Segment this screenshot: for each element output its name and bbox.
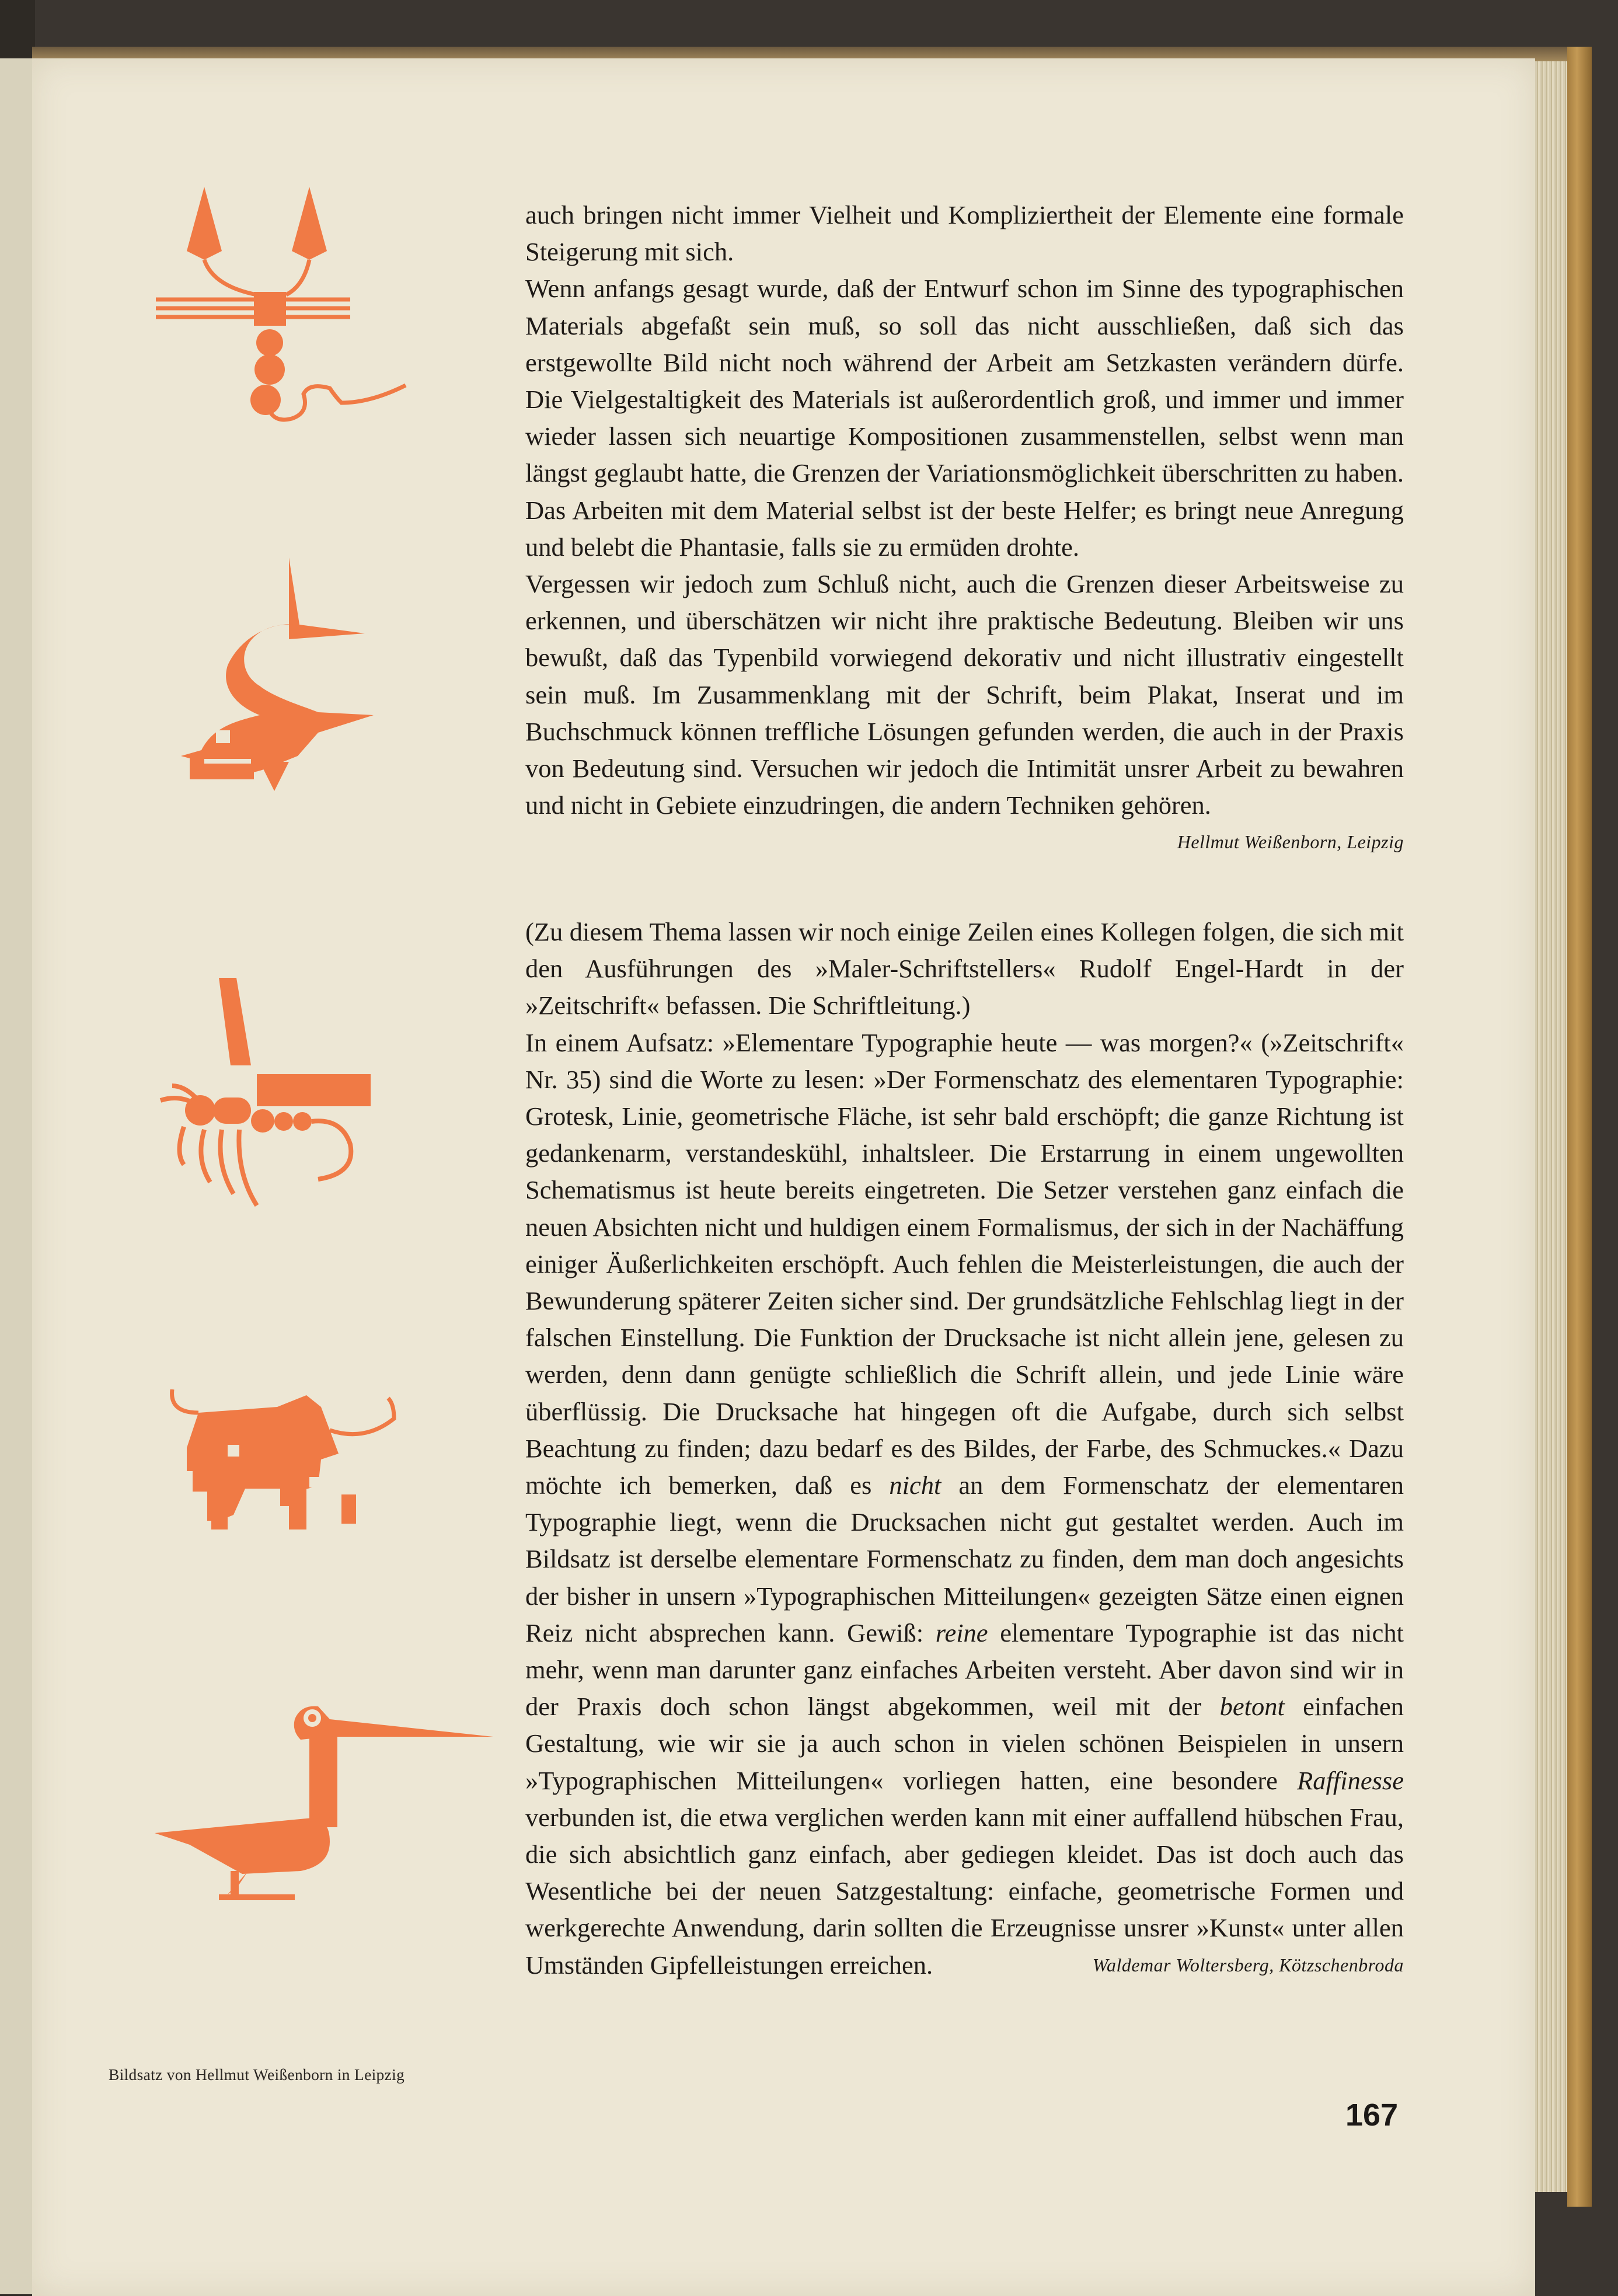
paragraph-text: elementare Typographie ist das nicht mehr, wenn man darunter ganz einfaches Arbeiten versteht. Aber davon sind wir in der Praxis doch schon längst abgekommen, weil mit der [525, 1618, 1404, 1722]
insect-icon [149, 972, 397, 1223]
page-stack-edges [1535, 61, 1567, 2192]
emphasis: betont [1219, 1692, 1285, 1722]
author-signature: Waldemar Woltersberg, Kötzschenbroda [1092, 1954, 1404, 1976]
author-signature: Hellmut Weißenborn, Leipzig [1177, 831, 1404, 853]
paragraph [525, 1025, 1404, 1984]
paragraph-text: einfachen Gestaltung, wie wir sie ja auch schon in vielen schönen Beispielen in unsern »Typographischen Mitteilungen« vorliegen hatten, eine besondere [525, 1692, 1404, 1795]
figure-caption: Bildsatz von Hellmut Weißenborn in Leipzig [109, 2065, 405, 2084]
scorpion-icon [149, 184, 412, 429]
article-woltersberg [525, 914, 1404, 1984]
paragraph-text: Vergessen wir jedoch zum Schluß nicht, auch die Grenzen dieser Arbeitsweise zu erkennen, und überschätzen wir nicht ihre praktische Bedeutung. Bleiben wir uns bewußt, daß das Typenbild vorwiegend dekorativ und nicht illustrativ eingestellt sein muß. Im Zusammenklang mit der Schrift, beim Plakat, Inserat und im Buchschmuck können treffliche Lösungen gefunden werden, die auch in der Praxis von Bedeutung sind. Versuchen wir jedoch die Intimität unsrer Arbeit zu bewahren und nicht in Gebiete einzudringen, die andern Techniken gehören. [525, 569, 1404, 820]
bull-icon [163, 1389, 403, 1541]
book-cover-edge [1567, 47, 1592, 2207]
paragraph: auch bringen nicht immer Vielheit und Kompliziertheit der Elemente eine formale Steigerung mit sich. [525, 200, 1404, 267]
pelican-icon [155, 1696, 499, 1929]
paragraph: Wenn anfangs gesagt wurde, daß der Entwurf schon im Sinne des typographischen Materials abgefaßt sein muß, so soll das nicht ausschließen, daß sich das erstgewollte Bild nicht noch während der Arbeit am Setzkasten verändern dürfe. Die Vielgestaltigkeit des Materials ist außerordentlich groß, und immer und immer wieder lassen sich neuartige Kompositionen zusammenstellen, selbst wenn man längst geglaubt hatte, die Grenzen der Variationsmöglichkeit überschritten zu haben. Das Arbeiten mit dem Material selbst ist der beste Helfer; es bringt neue Anregung und belebt die Phantasie, falls sie zu ermüden drohte. [525, 274, 1404, 562]
paragraph-text: verbunden ist, die etwa verglichen werden kann mit einer auffallend hübschen Frau, die sich absichtlich ganz einfach, aber gediegen kleidet. Das ist doch auch das Wesentliche bei der neuen Satzgestaltung: einfache, geometrische Formen und werkgerechte Anwendung, darin sollten die Erzeugnisse unsrer »Kunst« unter allen Umständen Gipfelleistungen erreichen. [525, 1802, 1404, 1980]
paragraph-text: In einem Aufsatz: »Elementare Typographie heute — was morgen?« (»Zeitschrift« Nr. 35) sind die Worte zu lesen: »Der Formenschatz des elementaren Typographie: Grotesk, Linie, geometrische Fläche, ist sehr bald erschöpft; die ganze Richtung ist gedankenarm, verstandeskühl, inhaltsleer. Die Erstarrung in einem ungewollten Schematismus ist heute bereits eingetreten. Die Setzer verstehen ganz einfach die neuen Absichten nicht und huldigen einem Formalismus, der sich in der Nachäffung einiger Äußerlichkeiten erschöpft. Auch fehlen die Meisterleistungen, die auch der Bewunderung späterer Zeiten sicher sind. Der grundsätzliche Fehlschlag liegt in der falschen Einstellung. Die Funktion der Drucksache ist nicht allein jene, gelesen zu werden, denn dann genügte schließlich die Schrift allein, und jede Linie wäre überflüssig. Die Drucksache hat hingegen oft die Aufgabe, durch sich selbst Beachtung zu finden; dazu bedarf es des Bildes, der Farbe, des Schmuckes.« Dazu möchte ich bemerken, daß es [525, 1027, 1404, 1500]
previous-page-edge [0, 58, 32, 2294]
article-weissenborn [525, 197, 1404, 861]
paragraph [525, 566, 1404, 853]
emphasis: nicht [889, 1471, 941, 1500]
page-number: 167 [1345, 2098, 1399, 2133]
emphasis: reine [935, 1618, 988, 1647]
editor-note: (Zu diesem Thema lassen wir noch einige Zeilen eines Kollegen folgen, die sich mit den Ausführungen des »Maler-Schriftstellers« Rudolf Engel-Hardt in der »Zeitschrift« befassen. Die Schriftleitung.) [525, 917, 1404, 1020]
emphasis: Raffinesse [1297, 1765, 1404, 1795]
paragraph-text: an dem Formenschatz der elementaren Typographie liegt, wenn die Drucksachen nicht gut gestaltet werden. Auch im Bildsatz ist derselbe elementare Formenschatz zu finden, dem man doch angesichts der bisher in unsern »Typographischen Mitteilungen« gezeigten Sätze einen eignen Reiz nicht absprechen kann. Gewiß: [525, 1471, 1404, 1647]
fish-icon [172, 558, 382, 820]
